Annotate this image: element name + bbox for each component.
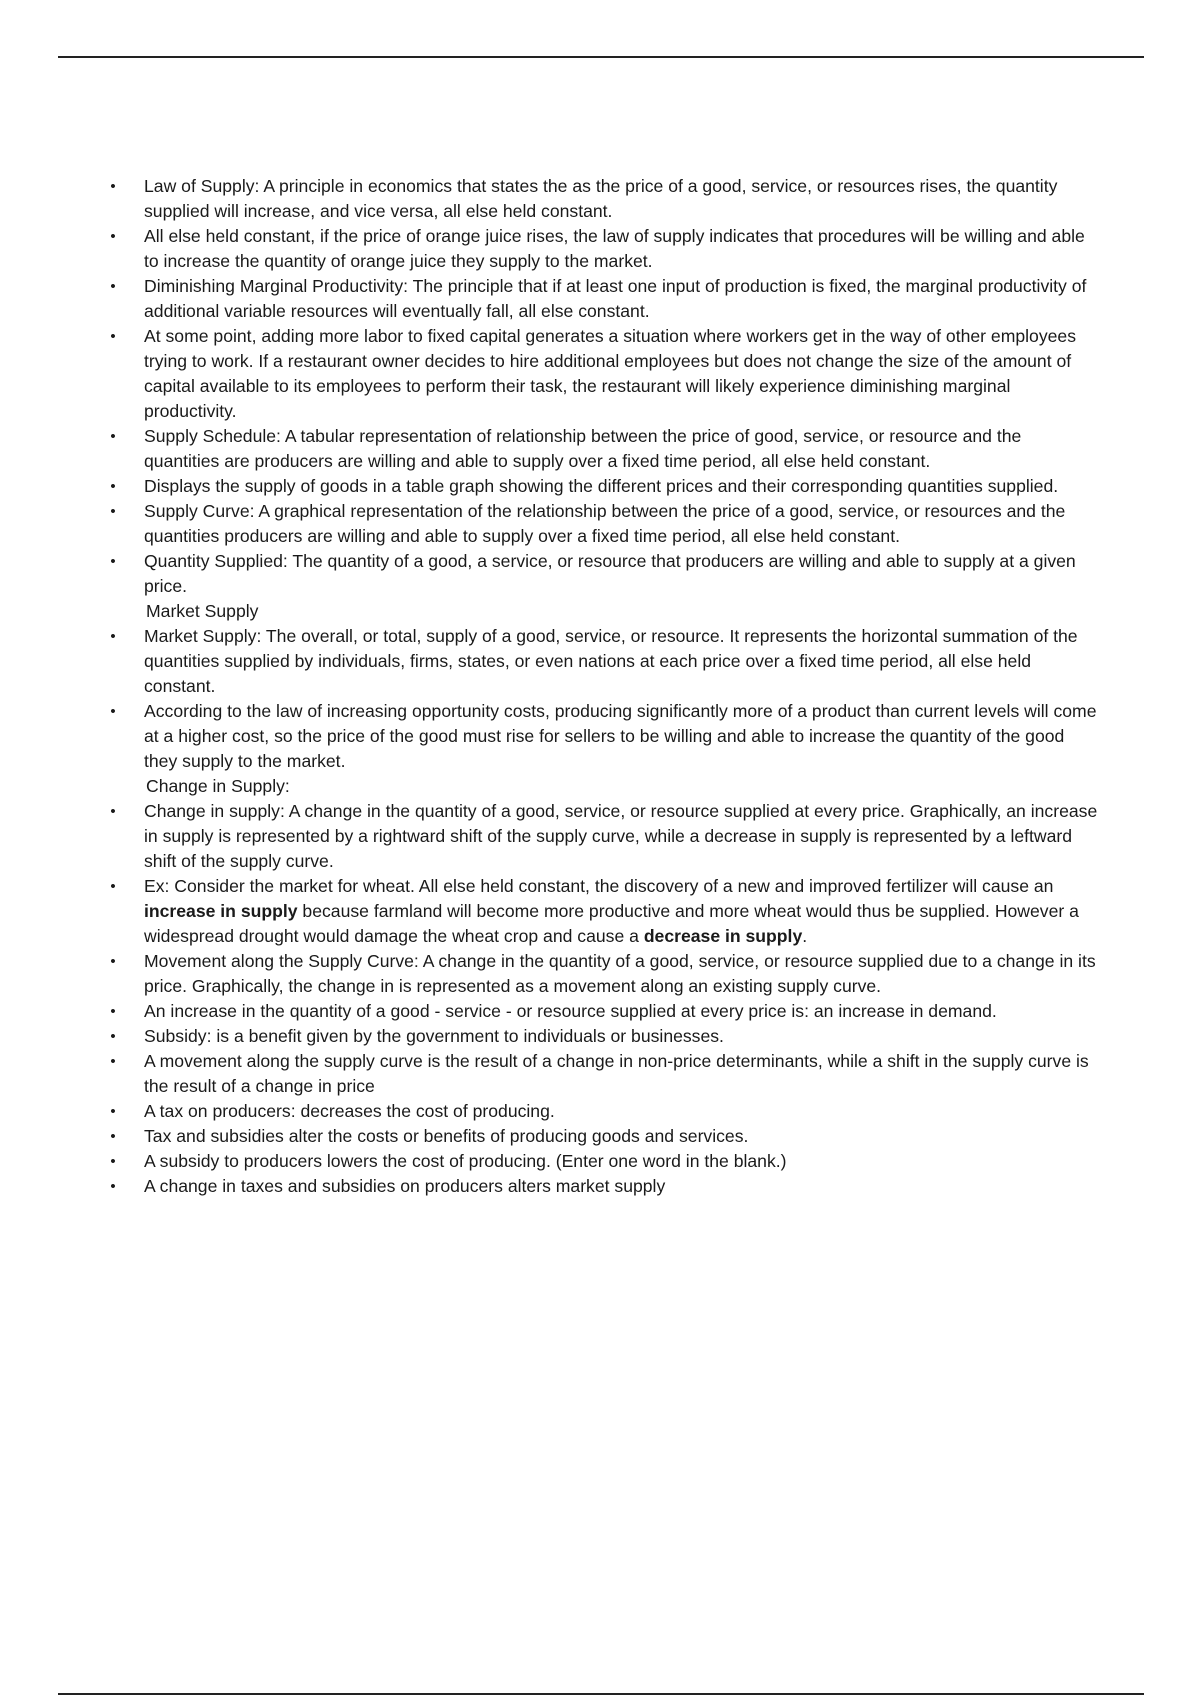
bullet-icon: • — [110, 278, 116, 295]
item-text: Quantity Supplied: The quantity of a good, a service, or resource that producers are willing and able to supply at a given price. — [144, 551, 1076, 596]
section-heading — [100, 774, 1100, 799]
bullet-item — [100, 1024, 1100, 1049]
bullet-item — [100, 799, 1100, 874]
bullet-item — [100, 224, 1100, 274]
item-text: A movement along the supply curve is the result of a change in non-price determinants, while a shift in the supply curve is the result of a change in price — [144, 1051, 1089, 1096]
bullet-item — [100, 499, 1100, 549]
bullet-item — [100, 174, 1100, 224]
item-text: Market Supply: The overall, or total, supply of a good, service, or resource. It represents the horizontal summation of the quantities supplied by individuals, firms, states, or even nations at each price over a fixed time period, all else held constant. — [144, 626, 1078, 696]
item-text: Subsidy: is a benefit given by the government to individuals or businesses. — [144, 1026, 724, 1046]
item-text: Supply Schedule: A tabular representation of relationship between the price of good, service, or resource and the quantities are producers are willing and able to supply over a fixed time period, all else held constant. — [144, 426, 1022, 471]
item-text: Change in supply: A change in the quantity of a good, service, or resource supplied at every price. Graphically, an increase in supply is represented by a rightward shift of the supply curve, while a decrease in supply is represented by a leftward shift of the supply curve. — [144, 801, 1098, 871]
bullet-icon: • — [110, 328, 116, 345]
bullet-item — [100, 699, 1100, 774]
document-body — [100, 174, 1100, 1199]
bullet-icon: • — [110, 428, 116, 445]
bullet-icon: • — [110, 178, 116, 195]
bullet-icon: • — [110, 803, 116, 820]
bullet-icon: • — [110, 1153, 116, 1170]
item-text: Market Supply — [146, 601, 259, 621]
bullet-icon: • — [110, 703, 116, 720]
footer-rule — [58, 1693, 1144, 1695]
item-text: At some point, adding more labor to fixed capital generates a situation where workers get in the way of other employees trying to work. If a restaurant owner decides to hire additional employees but does not change the size of the amount of capital available to its employees to perform their task, the restaurant will likely experience diminishing marginal productivity. — [144, 326, 1077, 421]
item-text: . — [802, 926, 808, 946]
bullet-item — [100, 549, 1100, 599]
bullet-icon: • — [110, 1178, 116, 1195]
bold-text: decrease in supply — [643, 926, 803, 946]
bold-text: increase in supply — [144, 901, 298, 921]
item-text: Ex: Consider the market for wheat. All else held constant, the discovery of a new and improved fertilizer will cause an — [144, 876, 1054, 896]
bullet-icon: • — [110, 503, 116, 520]
item-text: An increase in the quantity of a good - service - or resource supplied at every price is: an increase in demand. — [144, 1001, 997, 1021]
item-text: Law of Supply: A principle in economics that states the as the price of a good, service, or resources rises, the quantity supplied will increase, and vice versa, all else held constant. — [144, 176, 1058, 221]
bullet-item — [100, 1099, 1100, 1124]
bullet-icon: • — [110, 553, 116, 570]
bullet-icon: • — [110, 953, 116, 970]
section-heading — [100, 599, 1100, 624]
bullet-icon: • — [110, 1103, 116, 1120]
bullet-icon: • — [110, 1128, 116, 1145]
item-text: A subsidy to producers lowers the cost of producing. (Enter one word in the blank.) — [144, 1151, 787, 1171]
bullet-item — [100, 424, 1100, 474]
item-text: Diminishing Marginal Productivity: The principle that if at least one input of production is fixed, the marginal productivity of additional variable resources will eventually fall, all else constant. — [144, 276, 1087, 321]
bullet-item — [100, 999, 1100, 1024]
bullet-item — [100, 1174, 1100, 1199]
item-text: All else held constant, if the price of orange juice rises, the law of supply indicates that procedures will be willing and able to increase the quantity of orange juice they supply to the market. — [144, 226, 1085, 271]
item-text: According to the law of increasing opportunity costs, producing significantly more of a product than current levels will come at a higher cost, so the price of the good must rise for sellers to be willing and able to increase the quantity of the good they supply to the market. — [144, 701, 1097, 771]
bullet-item — [100, 1049, 1100, 1099]
item-text: Movement along the Supply Curve: A change in the quantity of a good, service, or resource supplied due to a change in its price. Graphically, the change in is represented as a movement along an existing supply curve. — [144, 951, 1096, 996]
item-text: Displays the supply of goods in a table graph showing the different prices and their corresponding quantities supplied. — [144, 476, 1059, 496]
item-text: because farmland will become more productive and more wheat would thus be supplied. However a widespread drought would damage the wheat crop and cause a — [144, 901, 1079, 946]
item-text: Change in Supply: — [146, 776, 290, 796]
bullet-item — [100, 474, 1100, 499]
bullet-item — [100, 624, 1100, 699]
bullet-icon: • — [110, 878, 116, 895]
bullet-item — [100, 1124, 1100, 1149]
bullet-item — [100, 949, 1100, 999]
item-text: A change in taxes and subsidies on producers alters market supply — [144, 1176, 666, 1196]
item-text: A tax on producers: decreases the cost of producing. — [144, 1101, 555, 1121]
bullet-icon: • — [110, 478, 116, 495]
bullet-icon: • — [110, 1053, 116, 1070]
item-text: Tax and subsidies alter the costs or benefits of producing goods and services. — [144, 1126, 749, 1146]
bullet-icon: • — [110, 1003, 116, 1020]
header-rule — [58, 56, 1144, 58]
bullet-item — [100, 274, 1100, 324]
bullet-icon: • — [110, 1028, 116, 1045]
bullet-icon: • — [110, 228, 116, 245]
item-text: Supply Curve: A graphical representation of the relationship between the price of a good, service, or resources and the quantities producers are willing and able to supply over a fixed time period, all else held constant. — [144, 501, 1066, 546]
bullet-item — [100, 874, 1100, 949]
bullet-item — [100, 324, 1100, 424]
bullet-icon: • — [110, 628, 116, 645]
bullet-item — [100, 1149, 1100, 1174]
